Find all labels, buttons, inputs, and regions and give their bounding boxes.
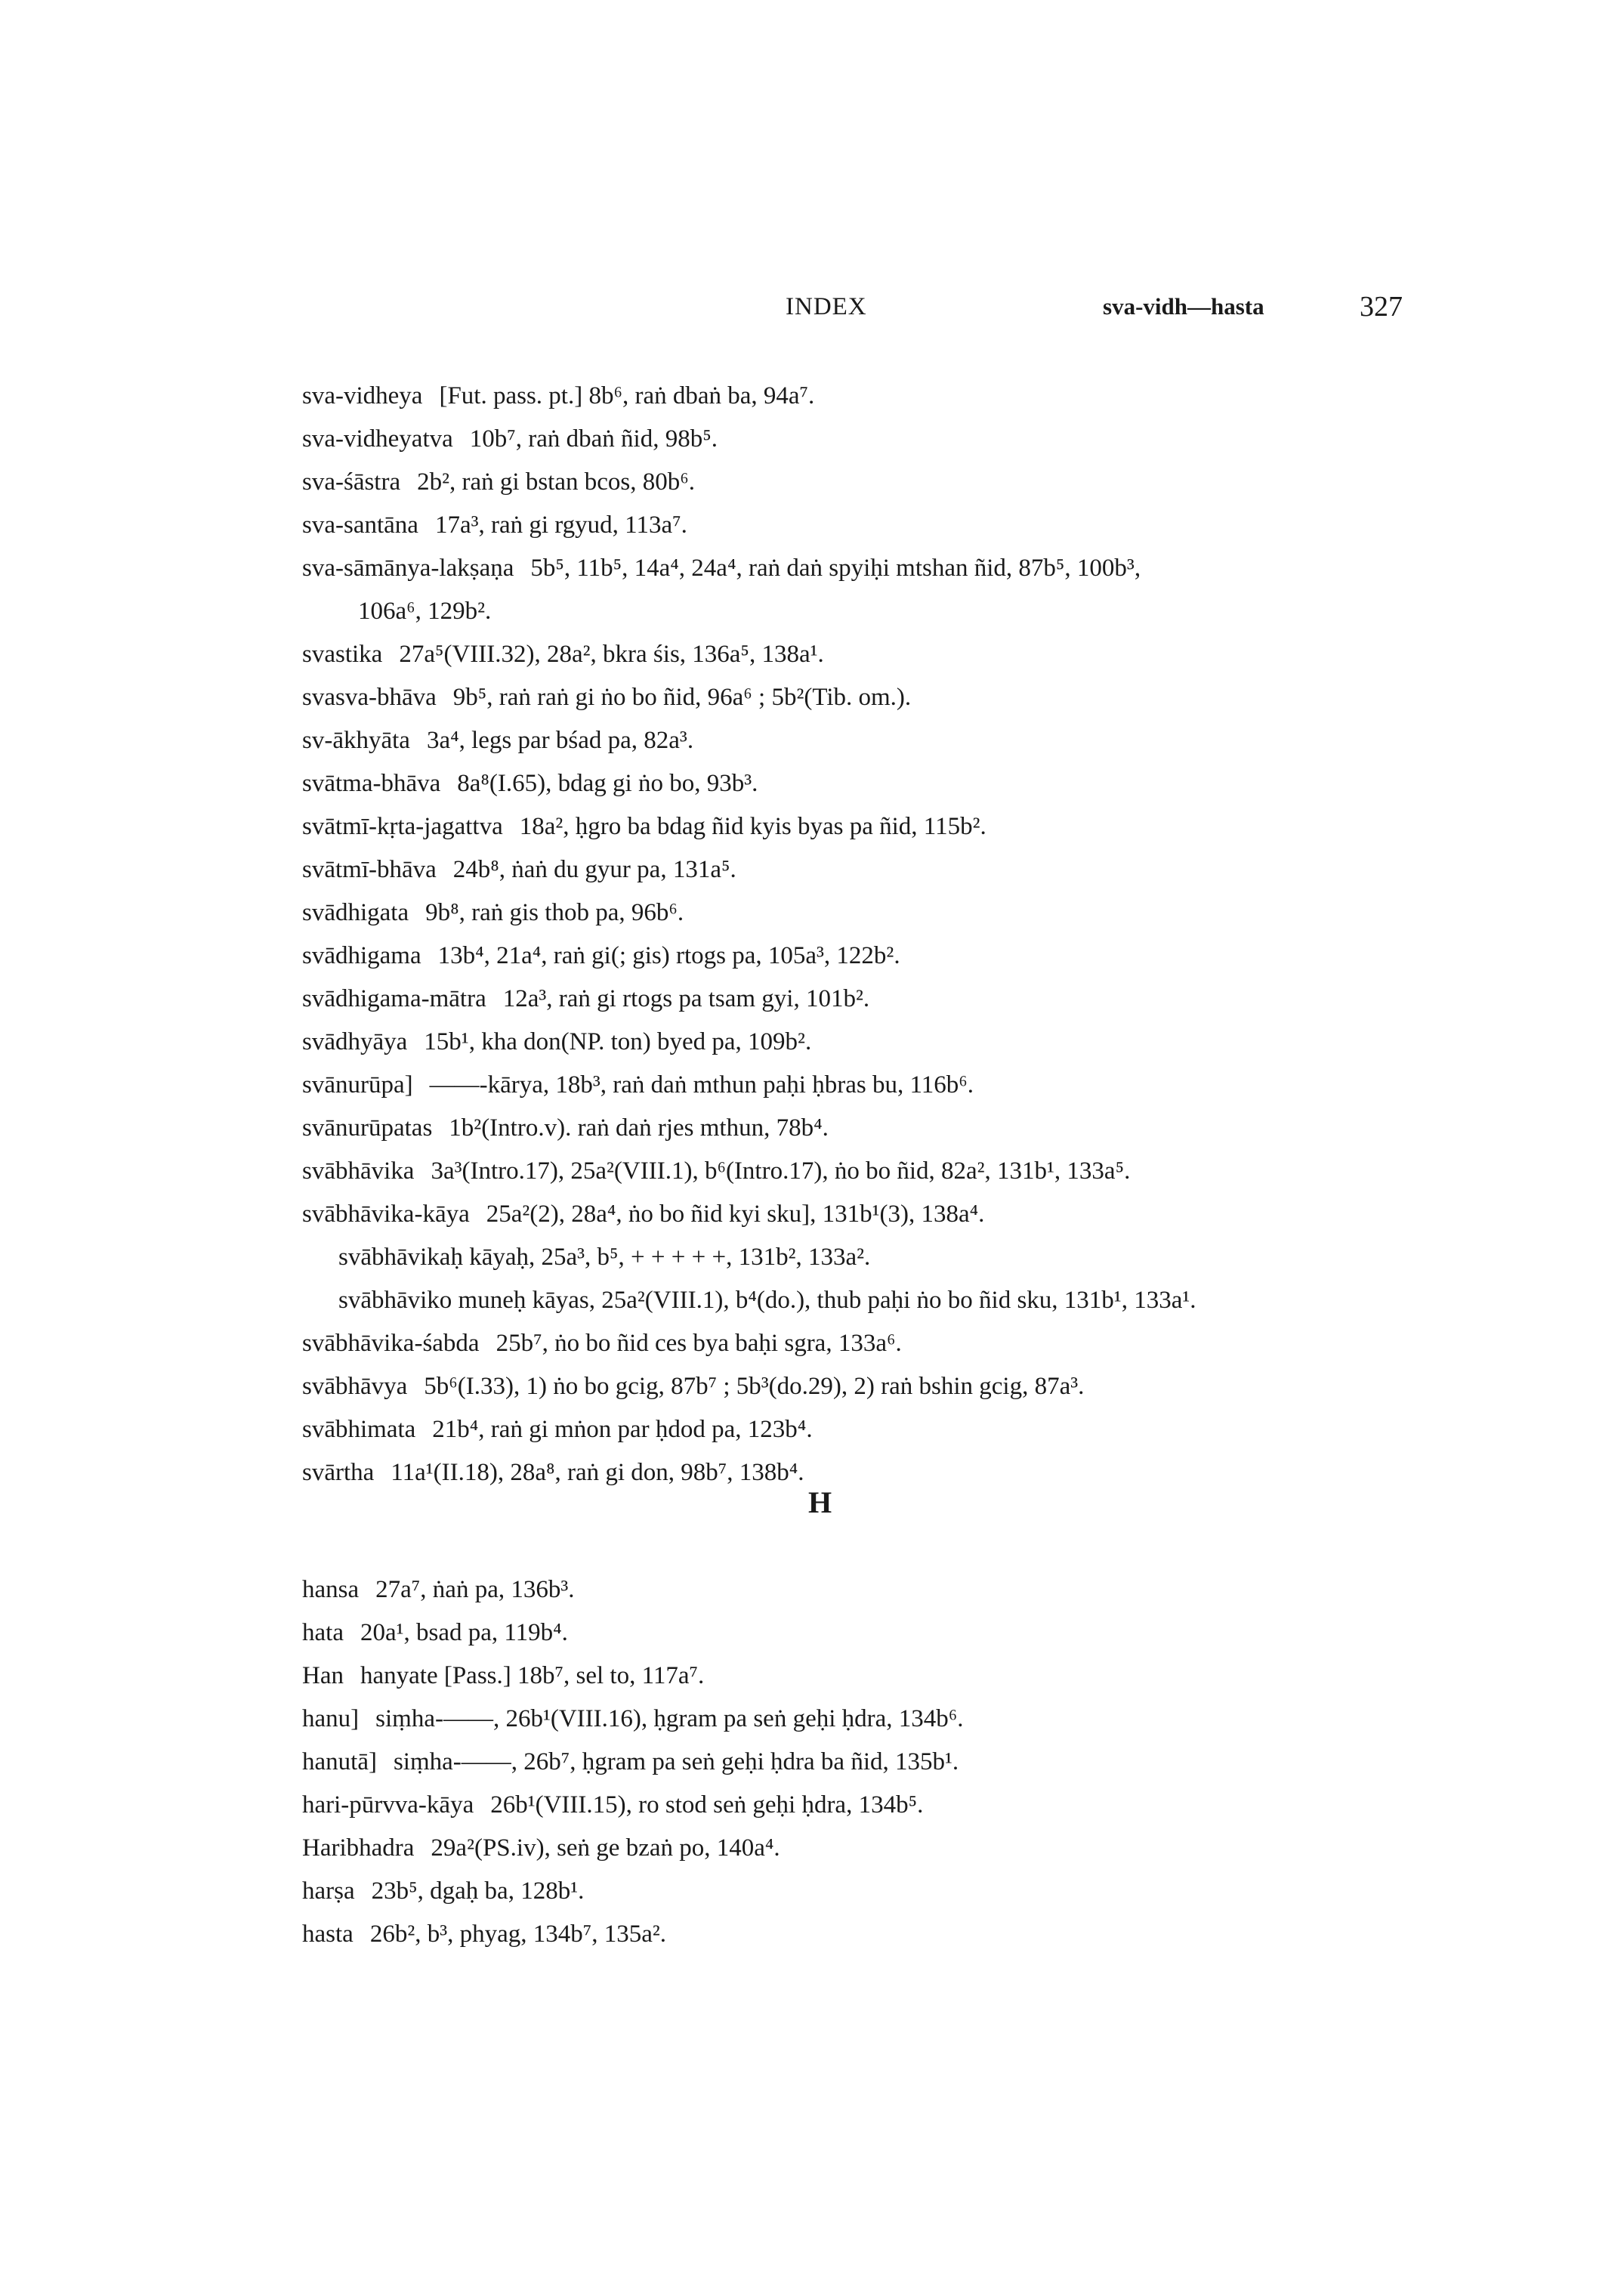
entry-term: svastika [302, 641, 383, 668]
entry-term: svābhāvya [302, 1373, 408, 1400]
entry-term: sva-vidheyatva [302, 425, 453, 453]
entry-term: svārtha [302, 1459, 375, 1486]
entry-text: 20a¹, bsad pa, 119b⁴. [360, 1619, 568, 1646]
index-entry [302, 1408, 1405, 1451]
entry-text: 5b⁶(I.33), 1) ṅo bo gcig, 87b⁷ ; 5b³(do.29), 2) raṅ bshin gcig, 87a³. [424, 1373, 1085, 1400]
entry-text: 10b⁷, raṅ dbaṅ ñid, 98b⁵. [469, 425, 718, 453]
index-subentry [302, 1236, 1405, 1279]
entry-text: hanyate [Pass.] 18b⁷, sel to, 117a⁷. [360, 1662, 705, 1689]
entry-term: svānurūpa] [302, 1071, 413, 1099]
entry-text: 18a², ḥgro ba bdag ñid kyis byas pa ñid, 115b². [519, 813, 986, 840]
index-subentry [302, 1279, 1405, 1322]
entry-term: svātma-bhāva [302, 770, 441, 797]
index-entry [302, 762, 1405, 805]
index-entry [302, 375, 1405, 418]
index-entry [302, 1064, 1405, 1107]
entry-text: 9b⁸, raṅ gis thob pa, 96b⁶. [425, 899, 684, 926]
entry-text: 27a⁷, ṅaṅ pa, 136b³. [375, 1576, 575, 1603]
entry-text: 3a³(Intro.17), 25a²(VIII.1), b⁶(Intro.17), ṅo bo ñid, 82a², 131b¹, 133a⁵. [431, 1157, 1131, 1185]
entry-text: siṃha-——, 26b¹(VIII.16), ḥgram pa seṅ geḥi ḥdra, 134b⁶. [375, 1705, 964, 1732]
index-entry [302, 1451, 1405, 1494]
entry-text: 106a⁶, 129b². [358, 598, 492, 625]
index-entry [302, 1150, 1405, 1193]
index-entry [302, 1021, 1405, 1064]
entry-text: svābhāviko muneḥ kāyas, 25a²(VIII.1), b⁴(do.), thub paḥi ṅo bo ñid sku, 131b¹, 133a¹. [338, 1287, 1196, 1314]
entry-term: svābhimata [302, 1416, 416, 1443]
entry-text: 12a³, raṅ gi rtogs pa tsam gyi, 101b². [502, 985, 870, 1012]
index-entry [302, 848, 1405, 892]
index-entry [302, 719, 1405, 762]
index-entry [302, 1365, 1405, 1408]
entry-term: svābhāvika [302, 1157, 415, 1185]
index-entry [302, 892, 1405, 935]
section-letter: H [808, 1485, 832, 1519]
entry-term: hanutā] [302, 1748, 377, 1775]
entry-text: 26b², b³, phyag, 134b⁷, 135a². [369, 1921, 667, 1948]
entry-text: 9b⁵, raṅ raṅ gi ṅo bo ñid, 96a⁶ ; 5b²(Tib. om.). [452, 684, 912, 711]
entry-text: 21b⁴, raṅ gi mṅon par ḥdod pa, 123b⁴. [432, 1416, 813, 1443]
entry-term: svādhigama-mātra [302, 985, 486, 1012]
entry-text: 1b²(Intro.v). raṅ daṅ rjes mthun, 78b⁴. [449, 1114, 829, 1142]
index-entry [302, 547, 1405, 590]
entry-text: [Fut. pass. pt.] 8b⁶, raṅ dbaṅ ba, 94a⁷. [439, 382, 815, 409]
entry-term: harṣa [302, 1877, 355, 1905]
index-entry [302, 1784, 1405, 1827]
index-entry [302, 1107, 1405, 1150]
index-entry [302, 1827, 1405, 1870]
entry-term: svātmī-bhāva [302, 856, 437, 883]
index-entry [302, 418, 1405, 461]
index-entry [302, 1655, 1405, 1698]
index-entry [302, 1698, 1405, 1741]
entry-text: 29a²(PS.iv), seṅ ge bzaṅ po, 140a⁴. [431, 1834, 780, 1862]
entry-term: hata [302, 1619, 344, 1646]
entry-term: Haribhadra [302, 1834, 415, 1862]
index-entry [302, 1612, 1405, 1655]
entry-text: 24b⁸, ṅaṅ du gyur pa, 131a⁵. [452, 856, 736, 883]
index-entry [302, 978, 1405, 1021]
entry-term: svānurūpatas [302, 1114, 433, 1142]
entry-term: hanu] [302, 1705, 360, 1732]
index-entry [302, 461, 1405, 504]
entry-text: 25b⁷, ṅo bo ñid ces bya baḥi sgra, 133a⁶. [496, 1330, 902, 1357]
entry-text: 3a⁴, legs par bśad pa, 82a³. [426, 727, 694, 754]
entry-text: 17a³, raṅ gi rgyud, 113a⁷. [434, 511, 687, 539]
entry-text: ——-kārya, 18b³, raṅ daṅ mthun paḥi ḥbras bu, 116b⁶. [429, 1071, 974, 1099]
entry-term: svādhigama [302, 942, 421, 969]
entry-term: svādhyāya [302, 1028, 408, 1055]
index-entry [302, 935, 1405, 978]
index-entry [302, 1870, 1405, 1913]
index-entry [302, 504, 1405, 547]
entry-text: 26b¹(VIII.15), ro stod seṅ geḥi ḥdra, 134b⁵. [490, 1791, 924, 1819]
entry-text: 25a²(2), 28a⁴, ṅo bo ñid kyi sku], 131b¹(3), 138a⁴. [486, 1201, 985, 1228]
entry-text: 15b¹, kha don(NP. ton) byed pa, 109b². [424, 1028, 812, 1055]
entry-term: hansa [302, 1576, 360, 1603]
index-entry [302, 633, 1405, 676]
entry-text: 11a¹(II.18), 28a⁸, raṅ gi don, 98b⁷, 138b⁴. [391, 1459, 804, 1486]
entry-text: 5b⁵, 11b⁵, 14a⁴, 24a⁴, raṅ daṅ spyiḥi mtshan ñid, 87b⁵, 100b³, [530, 555, 1141, 582]
entry-text: 23b⁵, dgaḥ ba, 128b¹. [371, 1877, 585, 1905]
index-entry [302, 1322, 1405, 1365]
entry-term: sv-ākhyāta [302, 727, 410, 754]
entry-text: svābhāvikaḥ kāyaḥ, 25a³, b⁵, + + + + +, 131b², 133a². [338, 1244, 871, 1271]
index-entry [302, 805, 1405, 848]
index-entry [302, 1741, 1405, 1784]
entry-text: 2b², raṅ gi bstan bcos, 80b⁶. [417, 468, 695, 496]
entry-term: svātmī-kṛta-jagattva [302, 813, 503, 840]
entry-text: 27a⁵(VIII.32), 28a², bkra śis, 136a⁵, 138a¹. [399, 641, 824, 668]
header-range: sva-vidh—hasta [1103, 293, 1264, 320]
index-entry [302, 1568, 1405, 1612]
entry-term: sva-santāna [302, 511, 418, 539]
entry-term: hasta [302, 1921, 354, 1948]
entry-text: siṃha-——, 26b⁷, ḥgram pa seṅ geḥi ḥdra ba ñid, 135b¹. [393, 1748, 959, 1775]
entry-term: svābhāvika-śabda [302, 1330, 480, 1357]
index-entries-h [302, 1568, 1405, 1956]
entry-term: sva-vidheya [302, 382, 423, 409]
entry-term: svādhigata [302, 899, 409, 926]
page-number: 327 [1360, 291, 1403, 323]
entry-term: svābhāvika-kāya [302, 1201, 470, 1228]
entry-term: sva-śāstra [302, 468, 401, 496]
entry-term: svasva-bhāva [302, 684, 437, 711]
entry-term: sva-sāmānya-lakṣaṇa [302, 555, 514, 582]
index-entry [302, 1193, 1405, 1236]
running-header [302, 291, 1403, 331]
index-entry [302, 676, 1405, 719]
entry-term: Han [302, 1662, 344, 1689]
index-entry-continuation [302, 590, 1405, 633]
header-title: INDEX [786, 293, 867, 320]
entry-term: hari-pūrvva-kāya [302, 1791, 474, 1819]
index-entries-s [302, 375, 1405, 1494]
index-entry [302, 1913, 1405, 1956]
entry-text: 8a⁸(I.65), bdag gi ṅo bo, 93b³. [457, 770, 758, 797]
entry-text: 13b⁴, 21a⁴, raṅ gi(; gis) rtogs pa, 105a³, 122b². [437, 942, 900, 969]
